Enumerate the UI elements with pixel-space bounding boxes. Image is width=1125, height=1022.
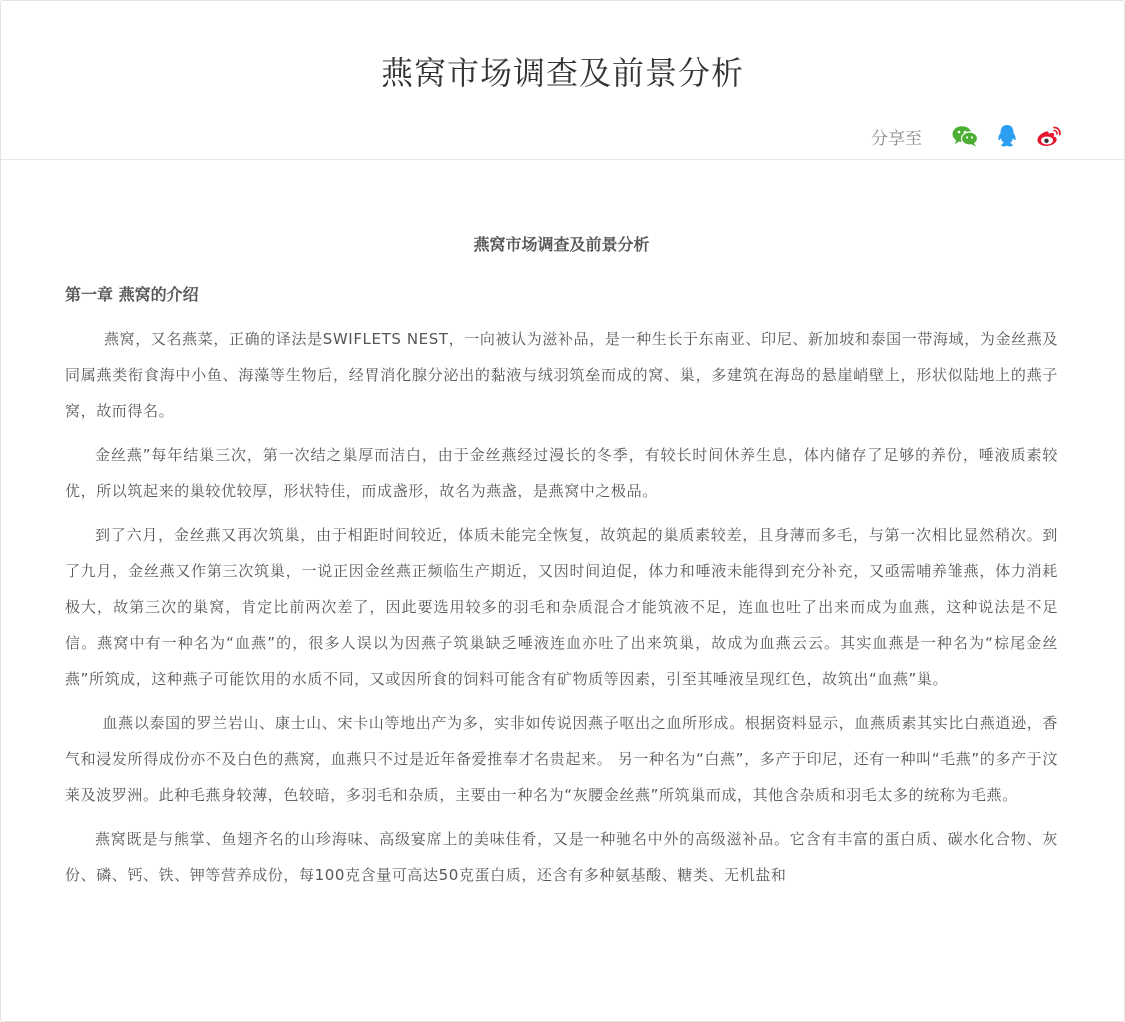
paragraph: 血燕以泰国的罗兰岩山、康士山、宋卡山等地出产为多，实非如传说因燕子呕出之血所形成。根据资料显示，血燕质素其实比白燕逍逊，香气和浸发所得成份亦不及白色的燕窝，血燕只不过是近年备爱推奉才名贵起来。 另一种名为“白燕”，多产于印尼，还有一种叫“毛燕”的多产于汶莱及波罗洲。此种毛燕身较薄，色较暗，多羽毛和杂质，主要由一种名为“灰腰金丝燕”所筑巢而成，其他含杂质和羽毛太多的统称为毛燕。 (65, 714, 1058, 804)
chapter-heading: 第一章 燕窝的介绍 (65, 285, 199, 304)
page-title: 燕窝市场调查及前景分析 (380, 54, 744, 92)
share-label: 分享至 (871, 128, 922, 149)
weibo-icon[interactable] (1036, 123, 1062, 149)
article-body (65, 233, 1058, 901)
article-header (1, 1, 1124, 160)
qq-icon[interactable] (994, 123, 1020, 149)
paragraph: 燕窝，又名燕菜，正确的译法是SWIFLETS NEST，一向被认为滋补品，是一种生长于东南亚、印尼、新加坡和泰国一带海域，为金丝燕及同属燕类衔食海中小鱼、海藻等生物后，经胃消化腺分泌出的黏液与绒羽筑垒而成的窝、巢，多建筑在海岛的悬崖峭壁上，形状似陆地上的燕子窝，故而得名。 (65, 330, 1058, 420)
paragraph: 燕窝既是与熊掌、鱼翅齐名的山珍海味、高级宴席上的美味佳肴，又是一种驰名中外的高级滋补品。它含有丰富的蛋白质、碳水化合物、灰份、磷、钙、铁、钾等营养成份，每100克含量可高达50克蛋白质，还含有多种氨基酸、糖类、无机盐和 (65, 830, 1058, 884)
paragraph: 金丝燕”每年结巢三次，第一次结之巢厚而洁白，由于金丝燕经过漫长的冬季，有较长时间休养生息，体内储存了足够的养份，唾液质素较优，所以筑起来的巢较优较厚，形状特佳，而成盏形，故名为燕盏，是燕窝中之极品。 (65, 446, 1058, 500)
wechat-icon[interactable] (952, 123, 978, 149)
paragraph: 到了六月，金丝燕又再次筑巢，由于相距时间较近，体质未能完全恢复，故筑起的巢质素较差，且身薄而多毛，与第一次相比显然稍次。到了九月，金丝燕又作第三次筑巢，一说正因金丝燕正频临生产期近，又因时间迫促，体力和唾液未能得到充分补充，又亟需哺养雏燕，体力消耗极大，故第三次的巢窝，肯定比前两次差了，因此要选用较多的羽毛和杂质混合才能筑液不足，连血也吐了出来而成为血燕，这种说法是不足信。燕窝中有一种名为“血燕”的，很多人误以为因燕子筑巢缺乏唾液连血亦吐了出来筑巢，故成为血燕云云。其实血燕是一种名为“棕尾金丝燕”所筑成，这种燕子可能饮用的水质不同，又或因所食的饲料可能含有矿物质等因素，引至其唾液呈现红色，故筑出“血燕”巢。 (65, 526, 1058, 688)
share-bar (871, 121, 1062, 151)
article-title: 燕窝市场调查及前景分析 (473, 235, 650, 254)
